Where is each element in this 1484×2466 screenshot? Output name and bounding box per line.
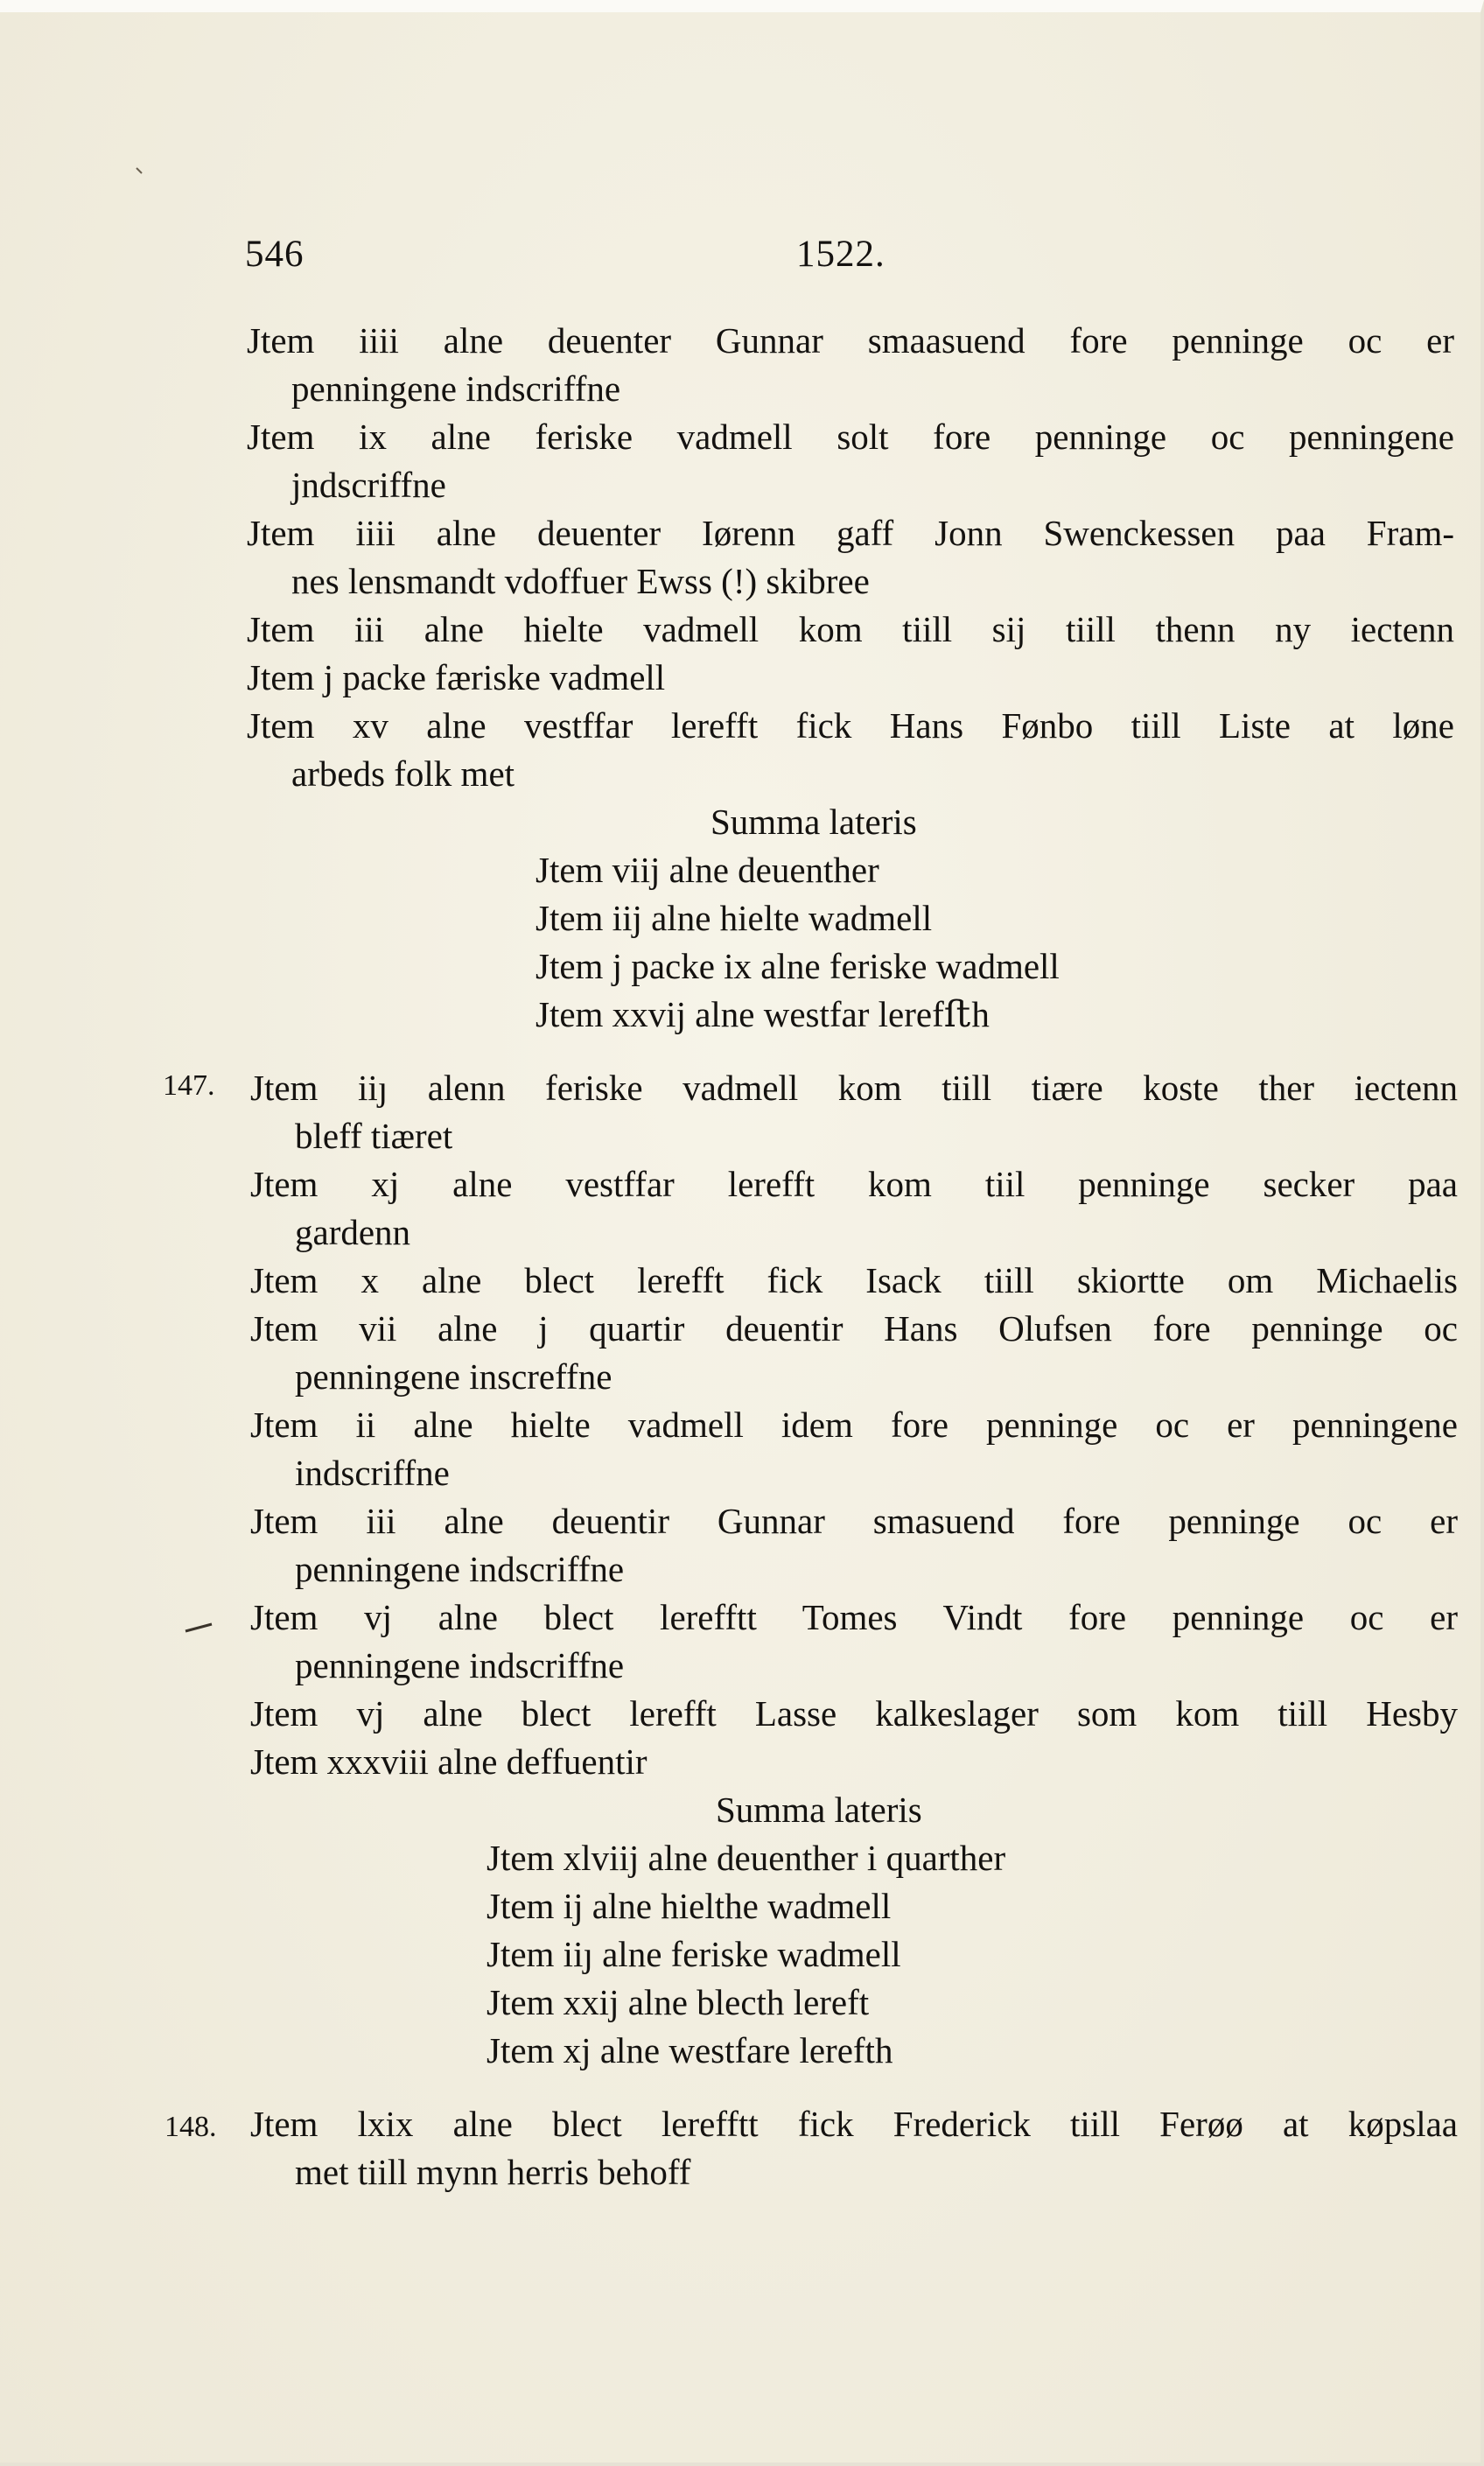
ledger-entry: Jtem ii alne hielte vadmell idem fore penninge oc er penningene indscriffne bbox=[250, 1405, 1458, 1493]
ledger-entry: Jtem iiȷ alenn feriske vadmell kom tiill tiære koste ther iectenn bleff tiæret bbox=[250, 1068, 1458, 1156]
ledger-entry: Jtem iiii alne deuenter Iørenn gaff Jonn Swenckessen paa Fram- nes lensmandt vdoffuer Ewss (!) skibree bbox=[247, 513, 1454, 601]
summary-line: Jtem iiȷ alne feriske wadmell bbox=[486, 1934, 901, 1974]
summary-line: Jtem ij alne hielthe wadmell bbox=[486, 1886, 892, 1926]
page-year-heading: 1522. bbox=[796, 234, 886, 275]
ledger-entry: Jtem vii alne j quartir deuentir Hans Olufsen fore penninge oc penningene inscreffne bbox=[250, 1308, 1458, 1397]
ledger-entry: Jtem xj alne vestffar lerefft kom tiil penninge secker paa gardenn bbox=[250, 1164, 1458, 1252]
summary-line: Jtem viij alne deuenther bbox=[536, 850, 879, 890]
ledger-entry: Jtem x alne blect lerefft fick Isack tiill skiortte om Michaelis bbox=[250, 1260, 1458, 1300]
margin-speck bbox=[131, 163, 149, 180]
summary-line: Jtem xxij alne blecth lereft bbox=[486, 1982, 870, 2022]
summary-line: Jtem j packe ix alne feriske wadmell bbox=[536, 946, 1060, 986]
ledger-entry: Jtem iii alne hielte vadmell kom tiill sij tiill thenn ny iectenn bbox=[247, 609, 1454, 649]
summa-lateris-heading: Summa lateris bbox=[716, 1790, 922, 1830]
ledger-entry: Jtem xxxviii alne deffuentir bbox=[250, 1741, 648, 1782]
summa-lateris-heading: Summa lateris bbox=[710, 802, 917, 842]
ledger-entry: Jtem xv alne vestffar lerefft fick Hans Fønbo tiill Liste at løne arbeds folk met bbox=[247, 705, 1454, 794]
section-number: 147. bbox=[163, 1069, 215, 1102]
ledger-entry: Jtem lxix alne blect lerefftt fick Frederick tiill Ferøø at køpslaa met tiill mynn herris behoff bbox=[250, 2104, 1458, 2192]
section-number: 148. bbox=[164, 2111, 217, 2143]
page-number: 546 bbox=[245, 234, 304, 275]
ledger-entry: Jtem iii alne deuentir Gunnar smasuend fore penninge oc er penningene indscriffne bbox=[250, 1501, 1458, 1589]
ledger-entry: Jtem vj alne blect lerefftt Tomes Vindt fore penninge oc er penningene indscriffne bbox=[250, 1597, 1458, 1685]
summary-line: Jtem xj alne westfare lerefth bbox=[486, 2030, 893, 2070]
summary-line: Jtem xxvij alne westfar lerefﬅh bbox=[536, 994, 990, 1034]
summary-line: Jtem iij alne hielte wadmell bbox=[536, 898, 933, 938]
ledger-entry: Jtem ix alne feriske vadmell solt fore penninge oc penningene jndscriffne bbox=[247, 417, 1454, 505]
margin-dash-mark bbox=[182, 1619, 217, 1636]
ledger-entry: Jtem j packe færiske vadmell bbox=[247, 657, 666, 697]
ledger-entry: Jtem iiii alne deuenter Gunnar smaasuend fore penninge oc er penningene indscriffne bbox=[247, 320, 1454, 409]
ledger-entry: Jtem vj alne blect lerefft Lasse kalkeslager som kom tiill Hesby bbox=[250, 1693, 1458, 1734]
summary-line: Jtem xlviij alne deuenther i quarther bbox=[486, 1838, 1006, 1878]
